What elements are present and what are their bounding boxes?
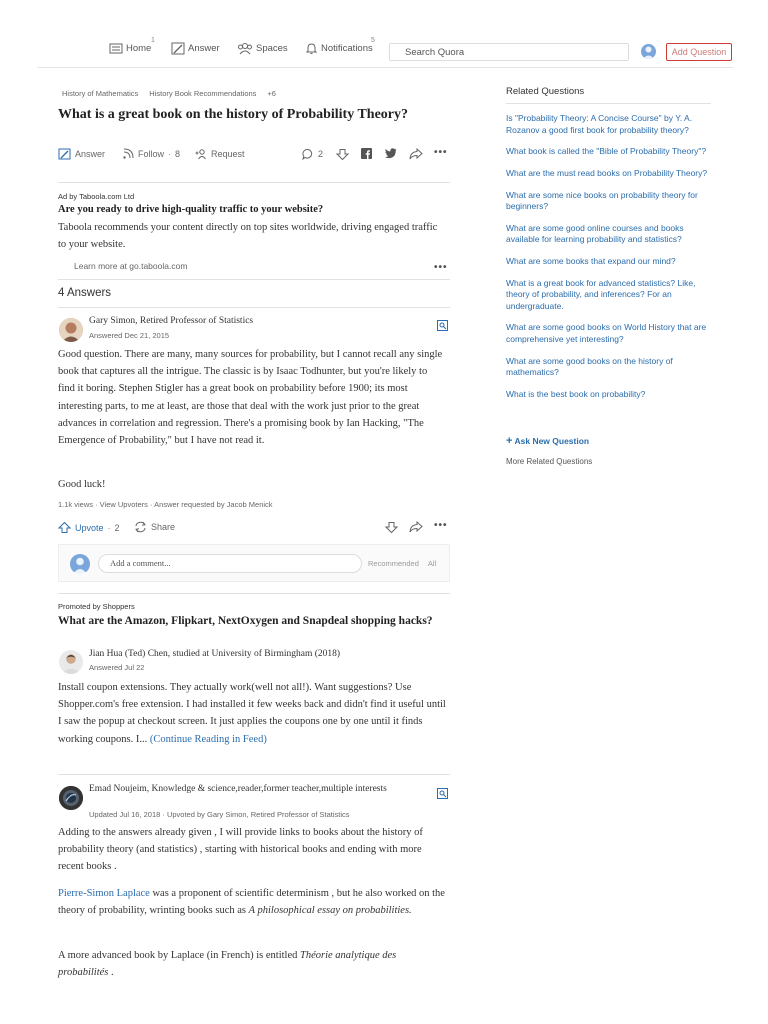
bookmark-button[interactable] bbox=[437, 788, 448, 799]
answer-meta[interactable]: 1.1k views · View Upvoters · Answer requested by Jacob Menick bbox=[58, 500, 273, 509]
answer-closing: Good luck! bbox=[58, 479, 106, 490]
comment-bubble-icon bbox=[302, 148, 314, 160]
bookmark-icon bbox=[437, 320, 448, 331]
nav-home[interactable] bbox=[109, 42, 151, 54]
related-question-link[interactable]: What are some good books on the history of mathematics? bbox=[506, 355, 673, 377]
downvote-arrow-icon bbox=[336, 148, 349, 161]
ad-more-options-icon[interactable]: ••• bbox=[434, 262, 448, 273]
share-arrow-button[interactable] bbox=[409, 148, 423, 160]
related-question-link[interactable]: What are the must read books on Probability Theory? bbox=[506, 167, 708, 178]
rss-icon bbox=[122, 148, 134, 160]
answer-date[interactable]: Updated Jul 16, 2018 · Upvoted by Gary Simon, Retired Professor of Statistics bbox=[89, 810, 350, 819]
answer-paragraph: Adding to the answers already given , I will provide links to books about the history of probability theory (and statistics) , starting with historical books and ending with more recent books . bbox=[58, 827, 423, 873]
author-photo-icon bbox=[59, 318, 83, 342]
bell-icon bbox=[305, 42, 318, 55]
author-name[interactable]: Jian Hua (Ted) Chen, studied at University of Birmingham (2018) bbox=[89, 649, 341, 659]
ad-link[interactable]: Learn more at go.taboola.com bbox=[74, 261, 188, 271]
author-avatar[interactable] bbox=[59, 318, 83, 342]
user-avatar[interactable] bbox=[641, 44, 656, 59]
nav-home-label: Home bbox=[126, 42, 152, 54]
author-avatar[interactable] bbox=[59, 786, 83, 810]
book-title: A philosophical essay on probabilities. bbox=[248, 905, 412, 917]
related-question-link[interactable]: What are some nice books on probability theory for beginners? bbox=[506, 189, 698, 212]
question-title[interactable]: What is a great book on the history of Probability Theory? bbox=[58, 107, 409, 122]
add-question-button[interactable]: Add Question bbox=[666, 43, 732, 61]
request-label: Request bbox=[211, 149, 245, 159]
nav-answer[interactable] bbox=[171, 42, 220, 55]
related-questions-title: Related Questions bbox=[506, 86, 585, 97]
comment-sort bbox=[368, 559, 436, 568]
downvote-button[interactable] bbox=[336, 148, 349, 161]
people-icon bbox=[237, 42, 253, 55]
comment-section bbox=[58, 544, 450, 582]
paragraph-text: . bbox=[108, 967, 114, 979]
ad-attribution: Ad by Taboola.com Ltd bbox=[58, 192, 135, 201]
answer-date[interactable]: Answered Dec 21, 2015 bbox=[89, 331, 170, 340]
follow-count: 8 bbox=[175, 149, 181, 159]
answer-button[interactable] bbox=[58, 148, 105, 160]
related-question-link[interactable]: What book is called the "Bible of Probability Theory"? bbox=[506, 146, 707, 157]
related-question-link[interactable]: What are some books that expand our mind? bbox=[506, 255, 676, 266]
laplace-link[interactable]: Pierre-Simon Laplace bbox=[58, 888, 150, 899]
promoted-title[interactable]: What are the Amazon, Flipkart, NextOxygen and Snapdeal shopping hacks? bbox=[58, 615, 433, 627]
nav-answer-label: Answer bbox=[188, 43, 220, 54]
book-title: Théorie analytique des probabilités bbox=[58, 950, 397, 979]
share-arrow-button[interactable] bbox=[409, 521, 423, 533]
question-actions bbox=[58, 147, 450, 163]
request-person-icon bbox=[195, 148, 207, 160]
nav-spaces-label: Spaces bbox=[256, 43, 288, 54]
downvote-arrow-icon bbox=[385, 521, 398, 534]
divider bbox=[58, 774, 450, 775]
ad-body: Taboola recommends your content directly on top sites worldwide, driving engaged traffic to your website. bbox=[58, 222, 438, 250]
request-button[interactable] bbox=[195, 148, 245, 160]
divider bbox=[506, 103, 711, 104]
notifications-badge: 5 bbox=[371, 37, 375, 44]
related-question-link[interactable]: What is the best book on probability? bbox=[506, 388, 646, 399]
sort-all[interactable]: All bbox=[427, 559, 437, 568]
upvote-button[interactable]: Upvote · 2 bbox=[58, 521, 120, 534]
divider bbox=[58, 593, 450, 594]
author-photo-icon bbox=[59, 786, 83, 810]
twitter-icon bbox=[385, 148, 397, 159]
promoted-body bbox=[58, 679, 446, 748]
home-badge: 1 bbox=[151, 37, 155, 44]
more-options-icon[interactable]: ••• bbox=[434, 520, 448, 531]
paragraph-text: was a proponent of scientific determinism , but he also worked on the theory of probability, wrinting books such as bbox=[58, 888, 445, 917]
search-input[interactable]: Search Quora bbox=[389, 43, 629, 61]
related-question-link[interactable]: What are some good books on World History that are comprehensive yet interesting? bbox=[506, 322, 707, 344]
upvote-arrow-icon bbox=[58, 521, 71, 534]
ad-title[interactable]: Are you ready to drive high-quality traffic to your website? bbox=[58, 204, 324, 215]
question-topics bbox=[62, 89, 276, 98]
paragraph-text: A more advanced book by Laplace (in French) is entitled bbox=[58, 950, 301, 961]
divider bbox=[58, 279, 450, 280]
ask-new-label: Ask New Question bbox=[514, 436, 590, 446]
plus-icon: + bbox=[506, 435, 513, 447]
answer-date[interactable]: Answered Jul 22 bbox=[89, 663, 145, 672]
share-cycle-icon bbox=[134, 521, 147, 533]
avatar-silhouette-icon bbox=[70, 554, 90, 574]
topic-tag[interactable]: History of Mathematics bbox=[62, 89, 139, 98]
author-avatar[interactable] bbox=[59, 650, 83, 674]
bookmark-icon bbox=[437, 788, 448, 799]
upvote-count: 2 bbox=[114, 522, 120, 533]
home-icon bbox=[109, 42, 123, 54]
divider bbox=[58, 307, 450, 308]
author-name[interactable]: Emad Noujeim, Knowledge & science,reader,former teacher,multiple interests bbox=[89, 784, 387, 794]
facebook-icon bbox=[361, 148, 372, 159]
more-options-icon[interactable]: ••• bbox=[434, 147, 448, 158]
related-questions-list bbox=[506, 113, 716, 410]
facebook-share-button[interactable] bbox=[361, 148, 372, 159]
answer-actions bbox=[58, 520, 450, 536]
continue-reading-link[interactable]: (Continue Reading in Feed) bbox=[149, 733, 267, 745]
pencil-icon bbox=[58, 148, 71, 160]
related-question-link[interactable]: Is "Probability Theory: A Concise Course" by Y. A. Rozanov a good first book for probability theory? bbox=[506, 113, 693, 135]
answers-count: 4 Answers bbox=[58, 287, 112, 299]
answer-label: Answer bbox=[75, 149, 106, 159]
answer-paragraph bbox=[58, 885, 446, 919]
related-question-link[interactable]: What are some good online courses and books available for learning probability and statistics? bbox=[506, 222, 684, 245]
comment-input[interactable]: Add a comment... bbox=[98, 554, 362, 573]
author-photo-icon bbox=[59, 650, 83, 674]
promoted-label: Promoted by Shoppers bbox=[58, 602, 135, 611]
topic-more[interactable]: +6 bbox=[267, 89, 276, 98]
more-related-questions-link[interactable]: More Related Questions bbox=[506, 457, 593, 466]
comments-button[interactable] bbox=[302, 148, 323, 160]
follow-label: Follow bbox=[138, 149, 165, 159]
comment-count: 2 bbox=[318, 149, 324, 159]
bookmark-button[interactable] bbox=[437, 320, 448, 331]
answer-body: Good question. There are many, many sources for probability, but I cannot recall any single book that captures all the intrigue. The classic is by Isaac Todhunter, but you're likely to find it boring. Stephen Stigler has a great book on probability before 1900; its most interesting parts, to me at least, are those that deal with the work just prior to the great advances in correlation and regression. There's a promising book by Ian Hacking, "The Emergence of Probability," but I have not read it. bbox=[58, 349, 443, 447]
nav-spaces[interactable] bbox=[237, 42, 288, 55]
downvote-button[interactable] bbox=[385, 521, 398, 534]
avatar-silhouette-icon bbox=[641, 44, 656, 59]
related-question-link[interactable]: What is a great book for advanced statistics? Like, theory of probability, and inferences? For an undergraduate. bbox=[506, 277, 696, 311]
share-label: Share bbox=[151, 522, 176, 532]
nav-notifications-label: Notifications bbox=[321, 43, 373, 54]
sort-recommended[interactable]: Recommended bbox=[368, 559, 419, 568]
pencil-icon bbox=[171, 42, 185, 55]
commenter-avatar bbox=[70, 554, 90, 574]
upvote-label: Upvote bbox=[75, 522, 104, 533]
share-arrow-icon bbox=[409, 521, 423, 533]
nav-notifications[interactable] bbox=[305, 42, 373, 55]
ask-new-question-button[interactable] bbox=[506, 435, 589, 447]
answer-paragraph bbox=[58, 947, 446, 981]
author-name[interactable]: Gary Simon, Retired Professor of Statistics bbox=[89, 316, 254, 326]
divider bbox=[58, 182, 450, 183]
top-navigation-bar bbox=[37, 36, 733, 68]
twitter-share-button[interactable] bbox=[385, 148, 397, 159]
topic-tag[interactable]: History Book Recommendations bbox=[149, 89, 257, 98]
promoted-text: Install coupon extensions. They actually work(well not all!). Want suggestions? Use Shopper.com's free extension. I had installed it few weeks back and didn't find it useful until I saw the popup at checkout screen. It just applies the coupons one by one until it finds working coupons. I... bbox=[58, 682, 446, 745]
follow-button[interactable]: Follow · 8 bbox=[122, 148, 180, 160]
share-arrow-icon bbox=[409, 148, 423, 160]
share-button[interactable] bbox=[134, 521, 175, 533]
